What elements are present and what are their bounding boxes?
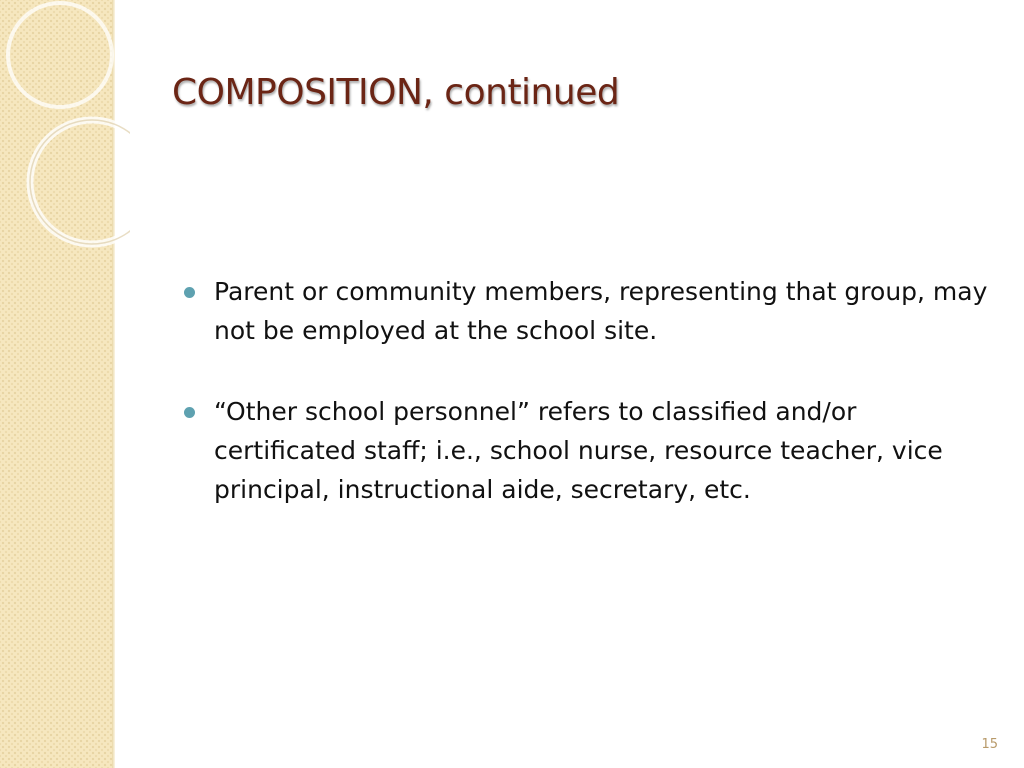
decorative-rings-icon — [0, 0, 130, 260]
bullet-dot-icon — [184, 287, 195, 298]
slide-number: 15 — [981, 737, 998, 752]
bullet-dot-icon — [184, 407, 195, 418]
bullet-text: “Other school personnel” refers to classified and/or certificated staff; i.e., school nurse, resource teacher, vice principal, instructional aide, secretary, etc. — [214, 397, 943, 504]
bullet-item — [182, 392, 992, 509]
bullet-list — [182, 272, 992, 551]
slide-title: COMPOSITION, continued — [172, 72, 620, 113]
bullet-item — [182, 272, 992, 350]
bullet-text: Parent or community members, representing that group, may not be employed at the school site. — [214, 277, 988, 345]
